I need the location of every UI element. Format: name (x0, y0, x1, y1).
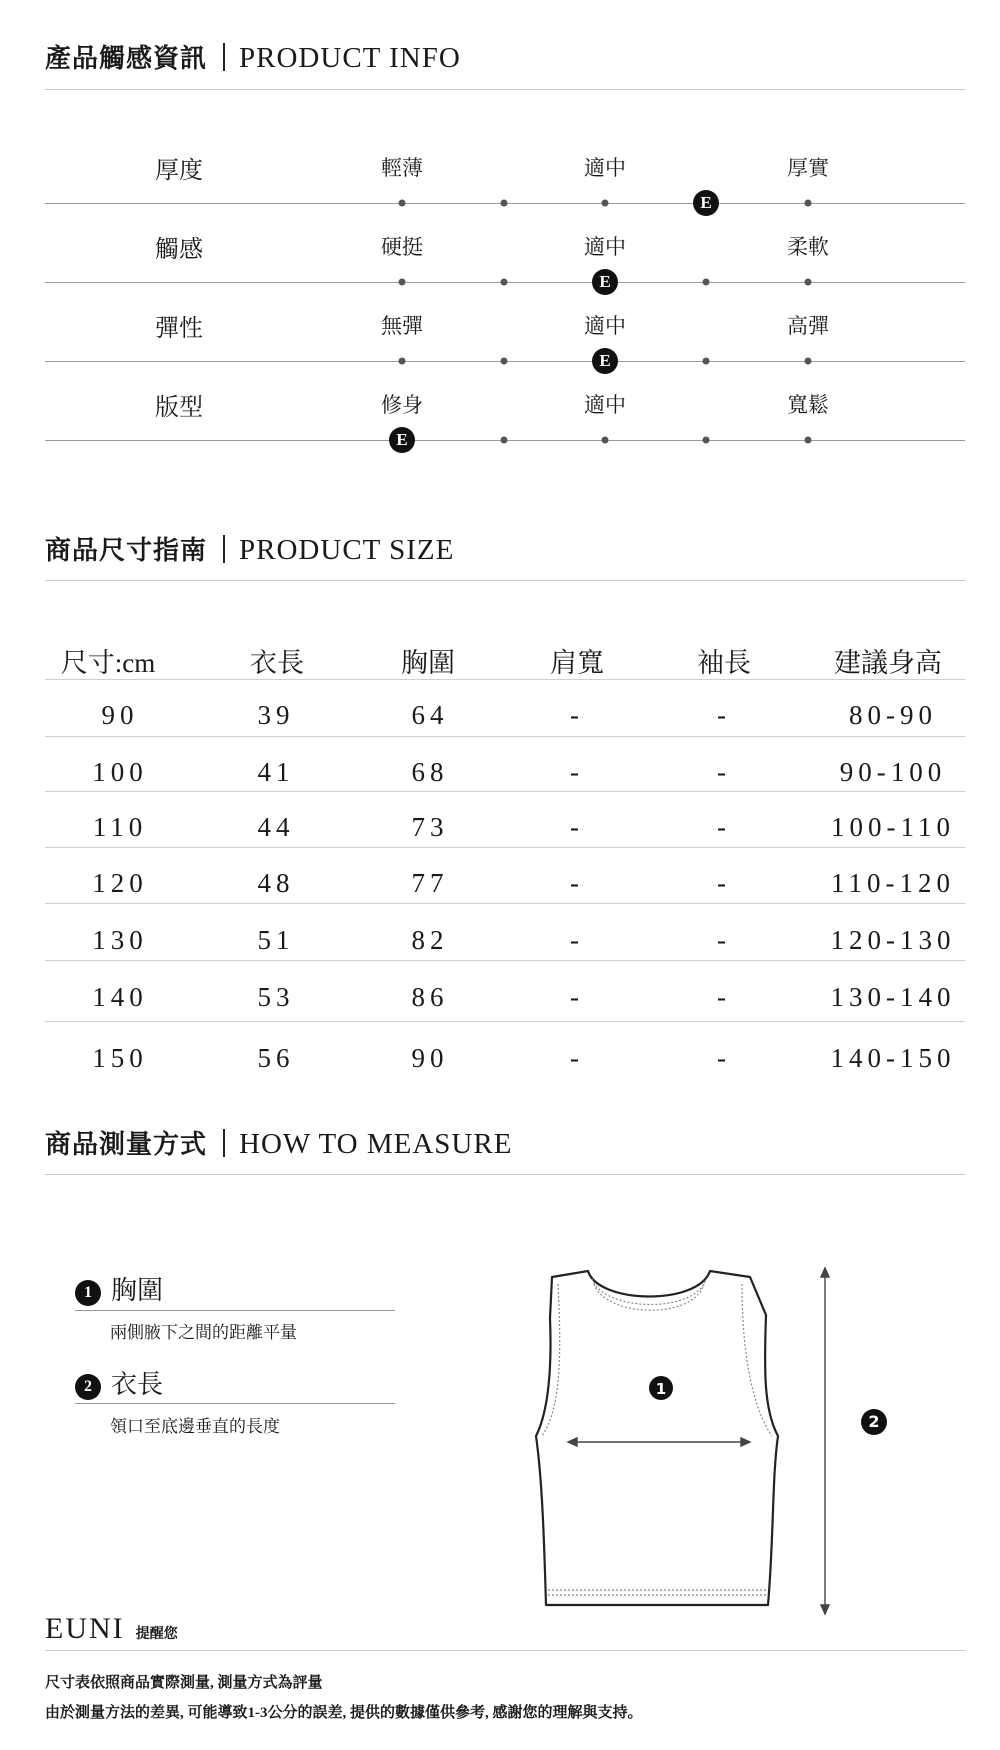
title-divider (223, 1129, 225, 1157)
title-divider (223, 43, 225, 71)
measure-item-length (75, 1364, 163, 1401)
size-table-cell: 48 (257, 868, 295, 898)
size-table-row-divider (45, 791, 965, 792)
size-table-cell: 53 (257, 982, 295, 1012)
size-header-sleeve: 袖長 (697, 648, 751, 678)
measure-item-chest (75, 1270, 163, 1307)
info-option-label: 硬挺 (381, 235, 423, 259)
size-table-cell: 68 (411, 757, 449, 787)
size-table-row-divider (45, 679, 965, 680)
size-table-cell: 90-100 (839, 757, 947, 787)
size-table-cell: - (570, 1043, 584, 1073)
measure-item-desc: 兩側腋下之間的距離平量 (110, 1323, 297, 1343)
measure-title-underline (45, 1174, 965, 1175)
info-scale-dot (399, 358, 406, 365)
size-table-cell: 51 (257, 925, 295, 955)
size-table-row-divider (45, 847, 965, 848)
title-divider (223, 535, 225, 563)
size-table-cell: 39 (257, 700, 295, 730)
size-table-cell: 110-120 (831, 868, 955, 898)
brand-suffix: 提醒您 (135, 1626, 178, 1642)
size-table-cell: 86 (411, 982, 449, 1012)
info-scale-marker: E (592, 269, 618, 295)
info-scale-dot (399, 200, 406, 207)
info-option-label: 輕薄 (381, 156, 423, 180)
size-table-cell: - (570, 757, 584, 787)
number-badge-2: 2 (75, 1374, 101, 1400)
size-table-cell: 90 (101, 700, 139, 730)
info-option-label: 厚實 (787, 156, 829, 180)
info-scale-dot (501, 358, 508, 365)
size-title-underline (45, 580, 965, 581)
info-scale-dot (805, 358, 812, 365)
info-scale-dot (602, 437, 609, 444)
info-option-label: 高彈 (787, 314, 829, 338)
size-table-cell: 90 (411, 1043, 449, 1073)
footer-note-1: 尺寸表依照商品實際測量, 測量方式為評量 (45, 1675, 323, 1691)
size-table-cell: - (570, 925, 584, 955)
info-option-label: 適中 (584, 393, 626, 417)
size-table-cell: - (717, 982, 731, 1012)
size-table-cell: 130-140 (830, 982, 956, 1012)
info-row-label: 厚度 (155, 156, 203, 184)
tank-top-stitching (542, 1279, 772, 1595)
size-table-cell: 110 (92, 812, 148, 842)
size-table-cell: 80-90 (849, 700, 937, 730)
size-table-cell: - (717, 757, 731, 787)
info-option-label: 柔軟 (787, 235, 829, 259)
size-table-cell: 140-150 (830, 1043, 956, 1073)
size-header-shoulder: 肩寬 (550, 648, 604, 678)
info-scale-marker: E (693, 190, 719, 216)
info-title-cn: 產品觸感資訊 (45, 44, 208, 74)
size-table-cell: - (717, 700, 731, 730)
size-table-cell: 120 (92, 868, 148, 898)
size-table-cell: 82 (411, 925, 449, 955)
size-table-cell: - (570, 812, 584, 842)
info-section-title (45, 38, 461, 75)
info-scale-marker: E (389, 427, 415, 453)
tank-top-diagram (520, 1260, 860, 1620)
info-option-label: 修身 (381, 393, 423, 417)
footer-note-2: 由於測量方法的差異, 可能導致1-3公分的誤差, 提供的數據僅供參考, 感謝您的理解與支持。 (45, 1705, 643, 1721)
info-row-label: 版型 (155, 393, 203, 421)
info-scale-dot (805, 279, 812, 286)
info-scale-dot (703, 358, 710, 365)
diagram-badge-2: 2 (861, 1409, 887, 1435)
size-table-cell: 64 (411, 700, 449, 730)
info-scale-dot (703, 279, 710, 286)
footer-brand-line (45, 1612, 178, 1646)
size-table-cell: - (717, 868, 731, 898)
number-badge-1: 1 (75, 1280, 101, 1306)
size-table-cell: 150 (92, 1043, 148, 1073)
size-table-row-divider (45, 960, 965, 961)
size-header-chest: 胸圍 (401, 648, 455, 678)
info-option-label: 適中 (584, 314, 626, 338)
size-table-cell: 140 (92, 982, 148, 1012)
info-option-label: 適中 (584, 156, 626, 180)
info-option-label: 寬鬆 (787, 393, 829, 417)
info-title-underline (45, 89, 965, 90)
info-option-label: 適中 (584, 235, 626, 259)
measure-title-cn: 商品測量方式 (45, 1130, 208, 1160)
size-header-height: 建議身高 (834, 648, 942, 678)
info-scale-dot (501, 200, 508, 207)
measure-item-title: 衣長 (111, 1370, 164, 1399)
size-table-cell: 100-110 (831, 812, 955, 842)
info-row-label: 觸感 (155, 235, 203, 263)
info-scale-dot (399, 279, 406, 286)
chest-measure-arrow (568, 1438, 750, 1446)
size-table-cell: 73 (411, 812, 449, 842)
size-header-size: 尺寸:cm (60, 648, 156, 678)
size-table-cell: 41 (257, 757, 295, 787)
info-scale-dot (501, 279, 508, 286)
footer-divider (45, 1650, 965, 1651)
size-table-cell: 56 (257, 1043, 295, 1073)
measure-item-divider (75, 1310, 395, 1311)
size-table-row-divider (45, 1021, 965, 1022)
length-measure-arrow (821, 1268, 829, 1614)
size-table-cell: - (717, 812, 731, 842)
info-scale-dot (602, 200, 609, 207)
size-table-cell: 130 (92, 925, 148, 955)
measure-item-title: 胸圍 (111, 1276, 164, 1305)
info-row-label: 彈性 (155, 314, 203, 342)
measure-section-title (45, 1124, 512, 1161)
size-table-cell: 77 (411, 868, 449, 898)
size-table-cell: 100 (92, 757, 148, 787)
size-table-cell: 120-130 (830, 925, 956, 955)
info-scale-dot (703, 437, 710, 444)
size-table-row-divider (45, 903, 965, 904)
info-scale-dot (805, 437, 812, 444)
size-table-cell: - (717, 1043, 731, 1073)
info-scale-dot (805, 200, 812, 207)
size-title-cn: 商品尺寸指南 (45, 536, 208, 566)
info-title-en: PRODUCT INFO (239, 42, 461, 74)
info-scale-dot (501, 437, 508, 444)
size-table-cell: - (570, 700, 584, 730)
diagram-badge-1: 1 (655, 1380, 667, 1398)
size-section-title (45, 530, 454, 567)
info-scale-marker: E (592, 348, 618, 374)
measure-title-en: HOW TO MEASURE (239, 1128, 513, 1160)
size-header-length: 衣長 (250, 648, 304, 678)
size-table-row-divider (45, 736, 965, 737)
size-title-en: PRODUCT SIZE (239, 534, 455, 566)
size-table-cell: - (570, 982, 584, 1012)
size-table-cell: - (570, 868, 584, 898)
measure-item-desc: 領口至底邊垂直的長度 (110, 1417, 280, 1437)
info-option-label: 無彈 (381, 314, 423, 338)
size-table-cell: 44 (257, 812, 295, 842)
measure-item-divider (75, 1403, 395, 1404)
size-table-cell: - (717, 925, 731, 955)
brand-logo: EUNI (45, 1612, 125, 1645)
